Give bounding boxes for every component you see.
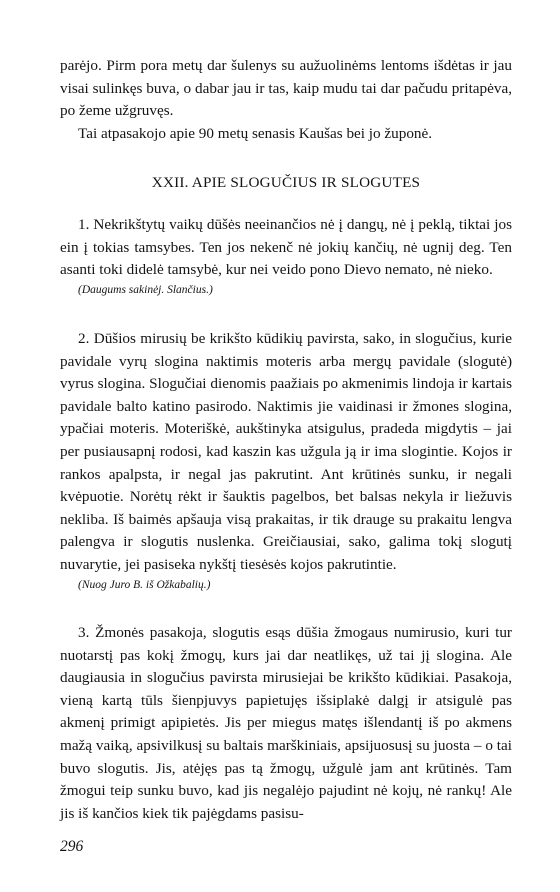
- tale-3: [60, 622, 512, 825]
- tale-1: [60, 214, 512, 298]
- page-number: 296: [60, 838, 84, 855]
- continued-text: [60, 55, 512, 145]
- paragraph-3: 3. Žmonės pasakoja, slogutis esąs dūšia žmogaus numirusio, kuri tur nuotarstį pas kokį žmogų, kurs jai dar neatlikęs, už tai jį slogina. Ale daugiausia in slogučius pavirsta mirusiejai be krikšto kūdikiai. Pasakoja, vieną kartą tūls šienpjuvys papietujęs išsiplakė dalgį ir atsigulė pas akmenį primigt apipietės. Jis per miegus matęs išlendantį iš po akmens mažą vaiką, apsivilkusį su baltais marškiniais, apsijuosusį su juosta – o tai buvo slogutis. Jis, atėjęs pas tą žmogų, užgulė jam ant krūtinės. Tam žmogui teip sunku buvo, kad jis negalėjo pajudint nė kojų, nė rankų! Ale jis iš kančios kiek tik pajėgdams pasisu-: [60, 624, 512, 822]
- top-paragraph: parėjo. Pirm pora metų dar šulenys su aužuolinėms lentoms išdėtas ir jau visai sulinkęs buva, o dabar jau ir tas, kaip mudu tai dar pačudu pritapėva, po žeme užgruvęs.: [60, 57, 512, 120]
- section-heading: XXII. APIE SLOGUČIUS IR SLOGUTES: [151, 174, 421, 191]
- closing-line: Tai atpasakojo apie 90 metų senasis Kaušas bei jo župonė.: [78, 124, 433, 142]
- tale-2: [60, 328, 512, 593]
- source-note-1: (Daugums sakinėj. Slančius.): [78, 283, 213, 296]
- paragraph-2: 2. Dūšios mirusių be krikšto kūdikių pavirsta, sako, in slogučius, kurie pavidale vyrų slogina naktimis moteris arba mergų pavidale (slogutė) vyrus slogina. Slogučiai dienomis paažiais po akmenimis lindoja ir kartais pavidale balto katino pasirodo. Naktimis jie vaidinasi ir žmones slogina, ypačiai moteris. Moteriškė, aukštinyka atsigulus, pradeda migdytis – jai per pusiausapnį rodosi, kad kaszin kas užgula ją ir ima slogintie. Kojos ir rankos apalpsta, ir negal jas pakrutint. Ant krūtinės sunku, ir negali kvėpuotie. Norėtų rėkt ir šauktis pagelbos, bet balsas nekyla ir liežuvis nekliba. Iš baimės apšauja visą prakaitas, ir tik drauge su prakaitu lengva palengva ir slogutis nuslenka. Greičiausiai, sako, galima tokį slogutį nuvarytie, jei pasiseka nykštį tiesėsės kojos pakrutintie.: [60, 330, 512, 573]
- source-note-2: (Nuog Juro B. iš Ožkabalių.): [78, 578, 211, 591]
- paragraph-1: 1. Nekrikštytų vaikų dūšės neeinančios nė į dangų, nė į peklą, tiktai jos ein į tokias tamsybes. Ten jos nekenč nė jokių kančių, nė ugnij deg. Ten asanti toki didelė tamsybė, kur nei veido pono Dievo nemato, nė nieko.: [60, 216, 512, 279]
